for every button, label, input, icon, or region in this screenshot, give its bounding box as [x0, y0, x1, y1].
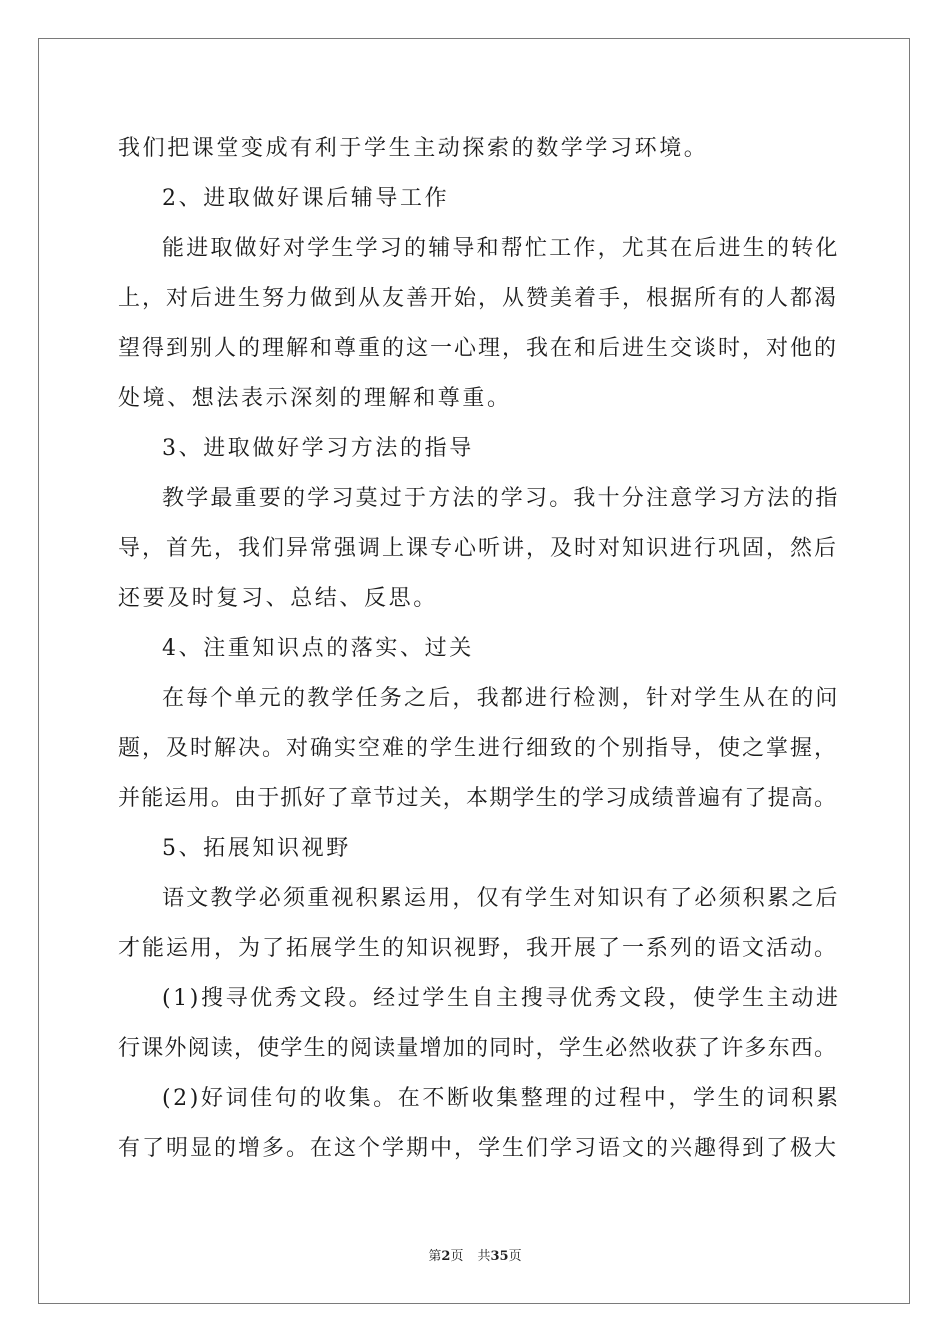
section-heading: 5、拓展知识视野 — [162, 836, 351, 861]
text-line: 我们把课堂变成有利于学生主动探索的数学学习环境。 — [118, 136, 709, 161]
text-line: 教学最重要的学习莫过于方法的学习。我十分注意学习方法的指 — [162, 486, 840, 511]
page-prefix: 第 — [428, 1249, 442, 1264]
text-line: 还要及时复习、总结、反思。 — [118, 586, 438, 611]
text-line: 行课外阅读，使学生的阅读量增加的同时，学生必然收获了许多东西。 — [118, 1036, 838, 1061]
section-heading: 3、进取做好学习方法的指导 — [162, 436, 474, 461]
page-footer — [0, 1248, 950, 1266]
text-line: 上，对后进生努力做到从友善开始，从赞美着手，根据所有的人都渴 — [118, 286, 839, 311]
text-line: 并能运用。由于抓好了章节过关，本期学生的学习成绩普遍有了提高。 — [118, 786, 838, 811]
section-heading: 4、注重知识点的落实、过关 — [162, 636, 474, 661]
page-suffix: 页 — [450, 1249, 464, 1264]
text-line: 有了明显的增多。在这个学期中，学生们学习语文的兴趣得到了极大 — [118, 1136, 839, 1161]
text-line: (1)搜寻优秀文段。经过学生自主搜寻优秀文段，使学生主动进 — [162, 986, 841, 1011]
text-line: 才能运用，为了拓展学生的知识视野，我开展了一系列的语文活动。 — [118, 936, 839, 961]
page-number: 2 — [441, 1249, 451, 1264]
page-border — [38, 38, 910, 1304]
total-prefix: 共 — [477, 1249, 491, 1264]
total-pages: 35 — [490, 1249, 509, 1264]
section-heading: 2、进取做好课后辅导工作 — [162, 186, 450, 211]
text-line: 语文教学必须重视积累运用，仅有学生对知识有了必须积累之后 — [162, 886, 840, 911]
text-line: 题，及时解决。对确实空难的学生进行细致的个别指导，使之掌握， — [118, 736, 839, 761]
text-line: (2)好词佳句的收集。在不断收集整理的过程中，学生的词积累 — [162, 1086, 841, 1111]
total-suffix: 页 — [508, 1249, 522, 1264]
text-line: 在每个单元的教学任务之后，我都进行检测，针对学生从在的问 — [162, 686, 840, 711]
text-line: 望得到别人的理解和尊重的这一心理，我在和后进生交谈时，对他的 — [118, 336, 839, 361]
text-line: 处境、想法表示深刻的理解和尊重。 — [118, 386, 512, 411]
text-line: 能进取做好对学生学习的辅导和帮忙工作，尤其在后进生的转化 — [162, 236, 840, 261]
text-line: 导，首先，我们异常强调上课专心听讲，及时对知识进行巩固，然后 — [118, 536, 839, 561]
